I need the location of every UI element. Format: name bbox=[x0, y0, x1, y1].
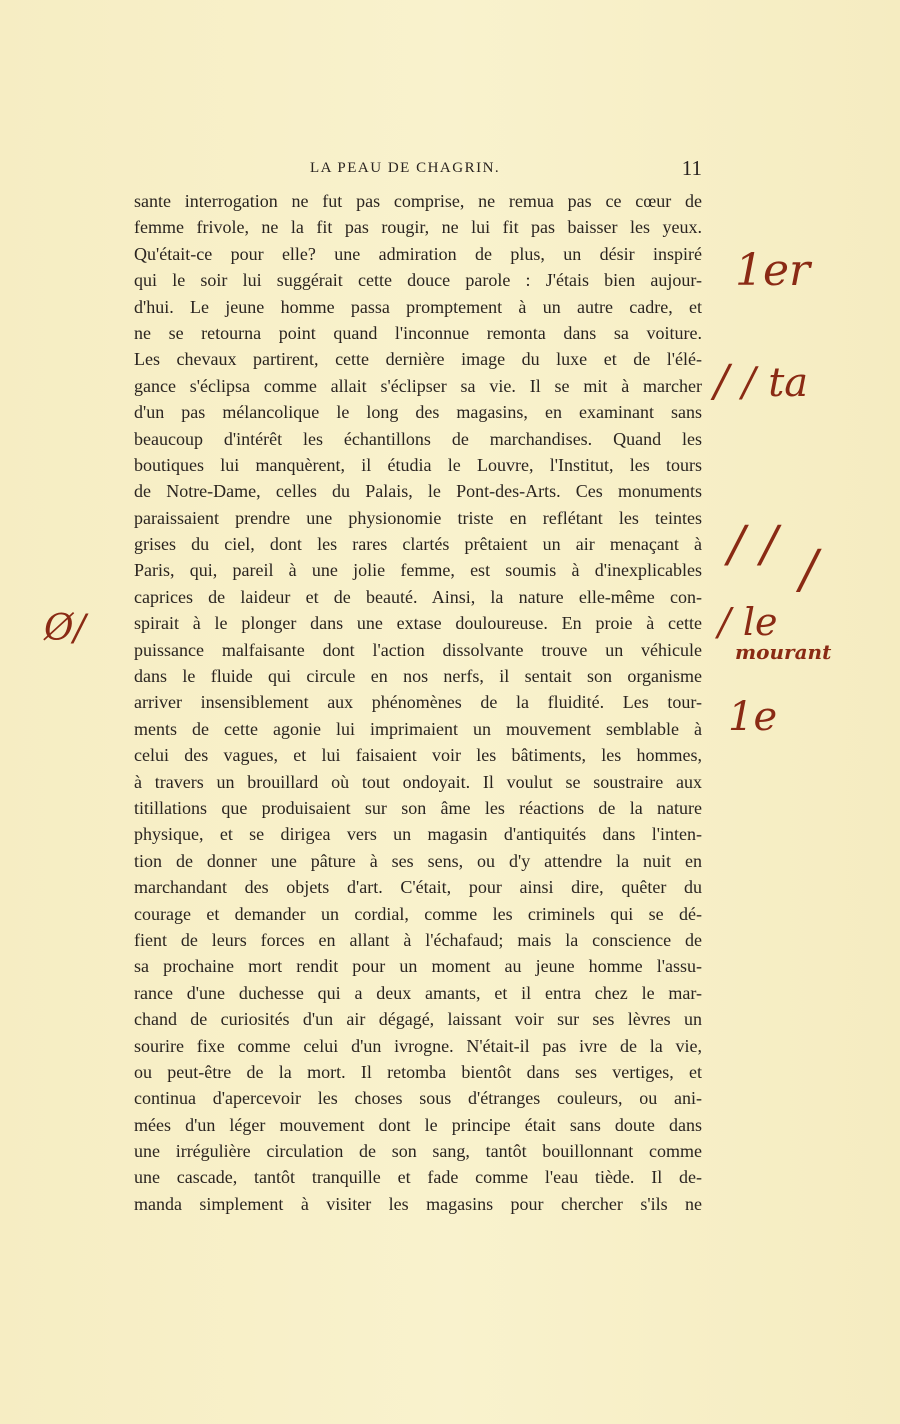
text-line: boutiques lui manquèrent, il étudia le Louvre, l'Institut, les tours bbox=[134, 454, 702, 475]
margin-note-1er: 1er bbox=[735, 245, 811, 296]
text-line: physique, et se dirigea vers un magasin d'antiquités dans l'inten- bbox=[134, 824, 702, 845]
text-line: fient de leurs forces en allant à l'échafaud; mais la conscience de bbox=[134, 929, 702, 950]
text-line: ou peut-être de la mort. Il retomba bientôt dans ses vertiges, et bbox=[134, 1061, 702, 1082]
text-line: marchandant des objets d'art. C'était, pour ainsi dire, quêter du bbox=[134, 877, 702, 898]
text-line: spirait à le plonger dans une extase douloureuse. En proie à cette bbox=[134, 613, 702, 634]
margin-note-left: Ø/ bbox=[44, 608, 86, 649]
margin-note-slash-b: / bbox=[800, 540, 818, 600]
text-line: à travers un brouillard où tout ondoyait. Il voulut se soustraire aux bbox=[134, 771, 702, 792]
text-line: arriver insensiblement aux phénomènes de la fluidité. Les tour- bbox=[134, 692, 702, 713]
text-line: grises du ciel, dont les rares clartés prêtaient un air menaçant à bbox=[134, 534, 702, 555]
text-line: Les chevaux partirent, cette dernière image du luxe et de l'élé- bbox=[134, 349, 702, 370]
text-line: mées d'un léger mouvement dont le principe était sans doute dans bbox=[134, 1114, 702, 1135]
text-line: ne se retourna point quand l'inconnue remonta dans sa voiture. bbox=[134, 322, 702, 343]
text-line: titillations que produisaient sur son âme les réactions de la nature bbox=[134, 797, 702, 818]
chapter-title: LA PEAU DE CHAGRIN. bbox=[310, 160, 501, 176]
text-line: sante interrogation ne fut pas comprise, ne remua pas ce cœur de bbox=[134, 191, 702, 211]
text-line: Paris, qui, pareil à une jolie femme, est soumis à d'inexplicables bbox=[134, 560, 702, 581]
text-line: continua d'apercevoir les choses sous d'étranges couleurs, ou ani- bbox=[134, 1088, 702, 1109]
text-line: tion de donner une pâture à ses sens, ou d'y attendre la nuit en bbox=[134, 850, 702, 871]
margin-note-mourant: mourant bbox=[735, 640, 832, 664]
text-line: caprices de laideur et de beauté. Ainsi, la nature elle-même con- bbox=[134, 586, 702, 607]
margin-note-ta: / ta bbox=[742, 360, 809, 406]
margin-note-slash-a: / bbox=[714, 356, 729, 407]
text-line: dans le fluide qui circule en nos nerfs, il sentait son organisme bbox=[134, 666, 702, 687]
text-line: sa prochaine mort rendit pour un moment au jeune homme l'assu- bbox=[134, 956, 702, 977]
text-line: puissance malfaisante dont l'action dissolvante trouve un véhicule bbox=[134, 639, 702, 660]
text-line: femme frivole, ne la fit pas rougir, ne lui fit pas baisser les yeux. bbox=[134, 217, 702, 238]
margin-note-le: / le bbox=[718, 600, 778, 644]
text-line: manda simplement à visiter les magasins pour chercher s'ils ne bbox=[134, 1193, 702, 1214]
page-number: 11 bbox=[681, 156, 702, 180]
text-line: paraissaient prendre une physionomie triste en reflétant les teintes bbox=[134, 507, 702, 528]
text-line: d'hui. Le jeune homme passa promptement à un autre cadre, et bbox=[134, 296, 702, 317]
text-line: une irrégulière circulation de son sang, tantôt bouillonnant comme bbox=[134, 1141, 702, 1162]
text-line: de Notre-Dame, celles du Palais, le Pont-des-Arts. Ces monuments bbox=[134, 481, 702, 502]
text-line: chand de curiosités d'un air dégagé, laissant voir sur ses lèvres un bbox=[134, 1009, 702, 1030]
text-line: courage et demander un cordial, comme les criminels qui se dé- bbox=[134, 903, 702, 924]
text-line: une cascade, tantôt tranquille et fade comme l'eau tiède. Il de- bbox=[134, 1167, 702, 1188]
margin-note-slash-pair: / / bbox=[728, 515, 778, 573]
text-line: d'un pas mélancolique le long des magasins, en examinant sans bbox=[134, 402, 702, 423]
text-line: beaucoup d'intérêt les échantillons de marchandises. Quand les bbox=[134, 428, 702, 449]
margin-note-1e: 1e bbox=[728, 694, 778, 740]
text-line: sourire fixe comme celui d'un ivrogne. N'était-il pas ivre de la vie, bbox=[134, 1035, 702, 1056]
text-line: gance s'éclipsa comme allait s'éclipser sa vie. Il se mit à marcher bbox=[134, 375, 702, 396]
text-line: ments de cette agonie lui imprimaient un mouvement semblable à bbox=[134, 718, 702, 739]
text-line: celui des vagues, et lui faisaient voir les bâtiments, les hommes, bbox=[134, 745, 702, 766]
body-text bbox=[134, 188, 702, 1217]
text-line: rance d'une duchesse qui a deux amants, et il entra chez le mar- bbox=[134, 982, 702, 1003]
text-line: Qu'était-ce pour elle? une admiration de plus, un désir inspiré bbox=[134, 243, 702, 264]
text-line: qui le soir lui suggérait cette douce parole : J'étais bien aujour- bbox=[134, 270, 702, 291]
